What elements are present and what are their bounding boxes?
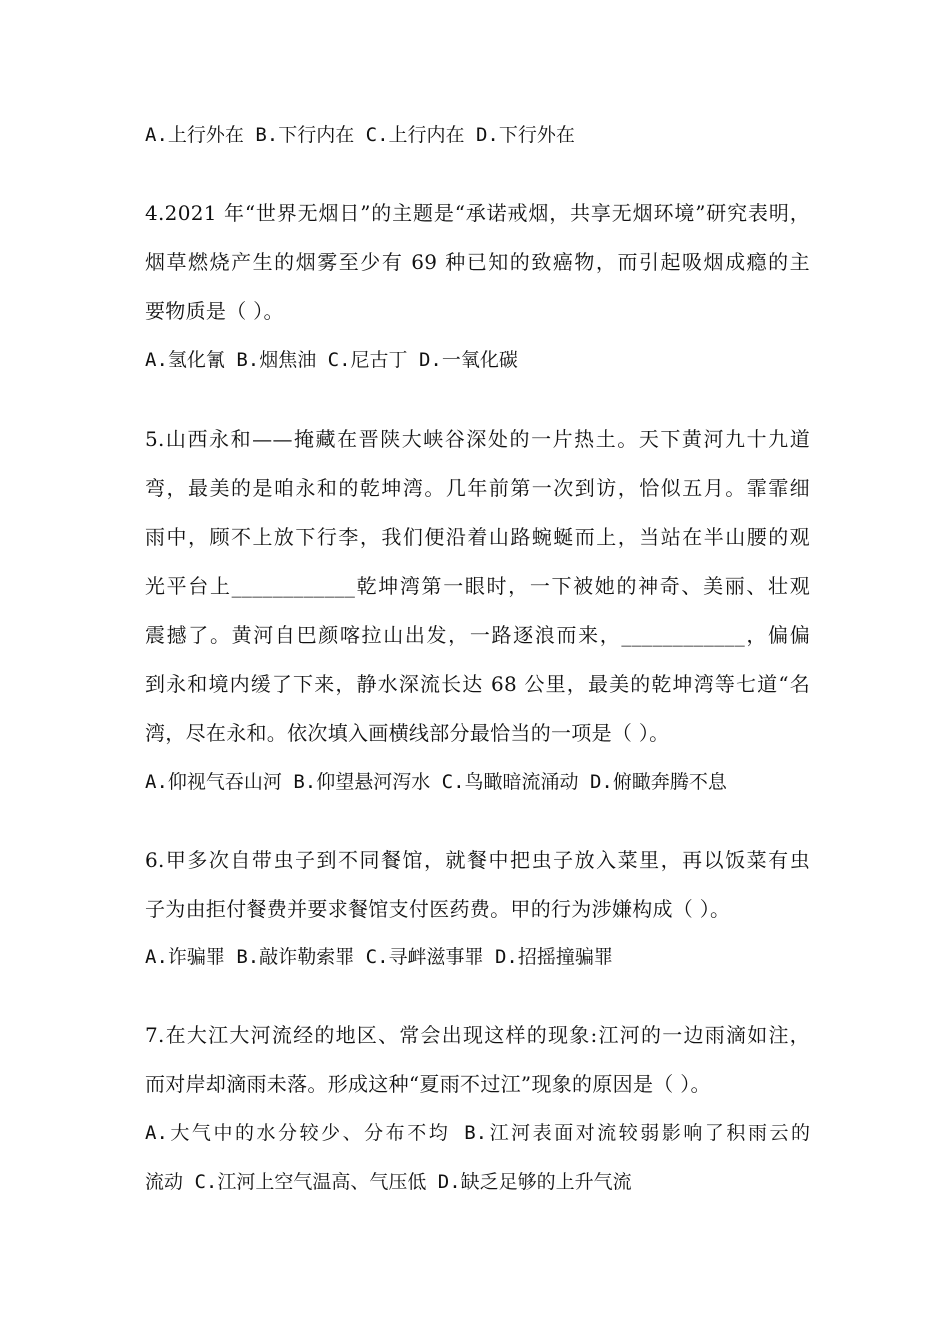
q4-options: A.氢化氰 B.烟焦油 C.尼古丁 D.一氧化碳	[145, 349, 518, 371]
q7-options-line-1: A.大气中的水分较少、分布不均 B.江河表面对流较弱影响了积雨云的	[145, 1122, 810, 1144]
q7-stem-line-2: 而对岸却滴雨未落。形成这种“夏雨不过江”现象的原因是（ ）。	[145, 1072, 711, 1096]
q3-options: A.上行外在 B.下行内在 C.上行内在 D.下行外在	[145, 124, 575, 146]
q5-options: A.仰视气吞山河 B.仰望悬河泻水 C.鸟瞰暗流涌动 D.俯瞰奔腾不息	[145, 771, 727, 793]
q5-stem-line-1: 5.山西永和——掩藏在晋陕大峡谷深处的一片热土。天下黄河九十九道	[145, 427, 810, 451]
q5-stem-line-7: 湾，尽在永和。依次填入画横线部分最恰当的一项是（ ）。	[145, 721, 670, 745]
q4-stem-line-2: 烟草燃烧产生的烟雾至少有 69 种已知的致癌物，而引起吸烟成瘾的主	[145, 250, 810, 274]
q7-stem-line-1: 7.在大江大河流经的地区、常会出现这样的现象:江河的一边雨滴如注，	[145, 1023, 810, 1047]
q6-stem-line-1: 6.甲多次自带虫子到不同餐馆，就餐中把虫子放入菜里，再以饭菜有虫	[145, 848, 810, 872]
q4-stem-line-1: 4.2021 年“世界无烟日”的主题是“承诺戒烟，共享无烟环境”研究表明，	[145, 201, 810, 225]
q6-stem-line-2: 子为由拒付餐费并要求餐馆支付医药费。甲的行为涉嫌构成（ ）。	[145, 897, 731, 921]
q5-stem-line-2: 弯，最美的是咱永和的乾坤湾。几年前第一次到访，恰似五月。霏霏细	[145, 476, 810, 500]
q5-stem-line-5: 震撼了。黄河自巴颜喀拉山出发，一路逐浪而来，____________，偏偏	[145, 623, 810, 647]
q5-stem-line-4: 光平台上____________乾坤湾第一眼时，一下被她的神奇、美丽、壮观	[145, 574, 810, 598]
q5-stem-line-3: 雨中，顾不上放下行李，我们便沿着山路蜿蜒而上，当站在半山腰的观	[145, 525, 810, 549]
q4-stem-line-3: 要物质是（ ）。	[145, 299, 284, 323]
q5-stem-line-6: 到永和境内缓了下来，静水深流长达 68 公里，最美的乾坤湾等七道“名	[145, 672, 810, 696]
q7-options-line-2: 流动 C.江河上空气温高、气压低 D.缺乏足够的上升气流	[145, 1171, 632, 1193]
q6-options: A.诈骗罪 B.敲诈勒索罪 C.寻衅滋事罪 D.招摇撞骗罪	[145, 946, 613, 968]
